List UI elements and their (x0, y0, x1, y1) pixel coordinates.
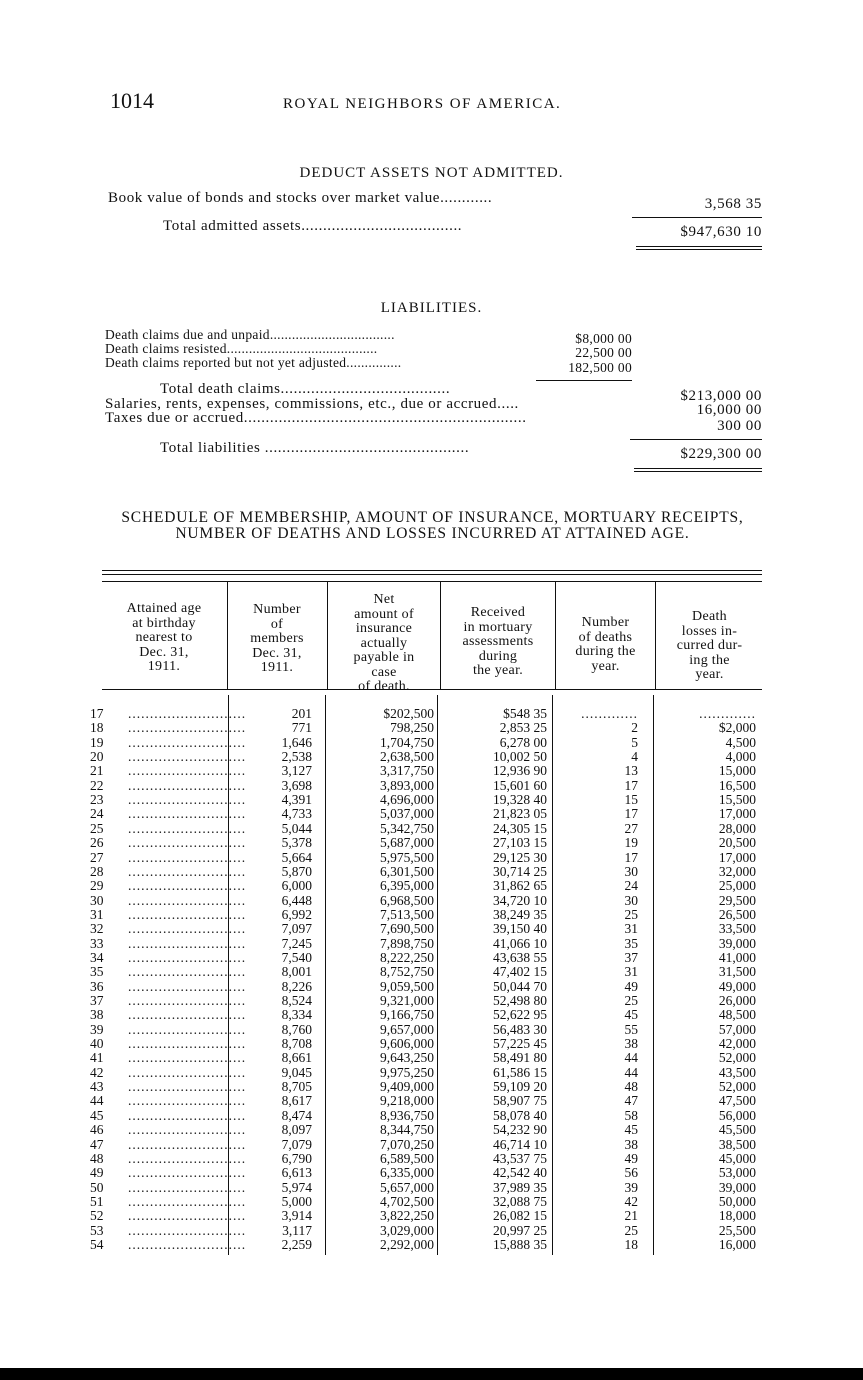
table-cell: 58,491 80 (493, 1050, 547, 1066)
total-liabilities-label: Total liabilities ............................................... (160, 440, 470, 456)
total-death-label: Total death claims....................................... (160, 381, 451, 397)
table-cell: 58,078 40 (493, 1107, 547, 1123)
table-cell: 26,082 15 (493, 1208, 547, 1224)
row-leader-dots: ........................... (128, 1064, 247, 1080)
table-cell: 38,249 35 (493, 906, 547, 922)
table-cell: 26,500 (718, 906, 756, 922)
table-cell: 8,936,750 (380, 1107, 434, 1123)
row-leader-dots: ........................... (128, 1007, 247, 1023)
column-header-age: Attained age at birthday nearest to Dec. 31, 1911. (126, 601, 202, 674)
table-cell: 39 (90, 1021, 104, 1037)
table-cell: 9,657,000 (380, 1021, 434, 1037)
table-cell: 5,000 (281, 1193, 312, 1209)
table-cell: 24 (90, 806, 104, 822)
table-cell: 27 (90, 849, 104, 865)
table-cell: 30 (624, 863, 638, 879)
table-cell: 43,500 (718, 1064, 756, 1080)
table-cell: 20,997 25 (493, 1222, 547, 1238)
liability-item: Death claims due and unpaid.................................. (105, 327, 395, 342)
row-leader-dots: ........................... (128, 921, 247, 937)
liability-amount: $8,000 00 (575, 331, 632, 346)
table-cell: 37,989 35 (493, 1179, 547, 1195)
table-cell: 56 (624, 1165, 638, 1181)
schedule-title: SCHEDULE OF MEMBERSHIP, AMOUNT OF INSURANCE, MORTUARY RECEIPTS, NUMBER OF DEATHS AND LOSSES INCURRED AT ATTAINED AGE. (121, 509, 744, 542)
table-cell: $548 35 (503, 706, 547, 721)
table-cell: 45 (90, 1107, 104, 1123)
table-cell: 38 (90, 1007, 104, 1023)
table-cell: 42,542 40 (493, 1165, 547, 1181)
table-cell: 6,613 (281, 1165, 312, 1181)
row-leader-dots: ........................... (128, 1208, 247, 1224)
table-cell: 19 (624, 835, 638, 851)
table-cell: 45,500 (718, 1122, 756, 1138)
table-cell: 798,250 (390, 720, 434, 736)
column-header-deaths: Number of deaths during the year. (575, 615, 636, 674)
table-cell: 34,720 10 (493, 892, 547, 908)
table-cell: 17 (624, 777, 638, 793)
table-cell: 56,483 30 (493, 1021, 547, 1037)
table-cell: 3,914 (281, 1208, 312, 1224)
table-cell: 5,657,000 (380, 1179, 434, 1195)
table-cell: 20 (90, 749, 104, 765)
table-cell: 32,088 75 (493, 1193, 547, 1209)
table-cell: 51 (90, 1193, 104, 1209)
table-cell: 44 (90, 1093, 104, 1109)
table-cell: 2,853 25 (499, 720, 547, 736)
table-cell: 58 (624, 1107, 638, 1123)
table-cell: 30,714 25 (493, 863, 547, 879)
column-header-losses: Death losses in- curred dur- ing the year. (676, 609, 743, 682)
page-number: 1014 (110, 88, 154, 113)
table-cell: 31 (624, 964, 638, 980)
table-cell: 5 (631, 734, 638, 750)
table-cell: 17,000 (718, 849, 756, 865)
table-cell: 2,538 (281, 749, 312, 765)
table-cell: 26,000 (718, 993, 756, 1008)
row-leader-dots: ........................... (128, 1050, 247, 1066)
table-cell: 38 (624, 1036, 638, 1052)
table-cell: 36 (90, 978, 104, 994)
table-cell: 5,044 (281, 820, 312, 836)
table-cell: 7,513,500 (380, 906, 434, 922)
table-cell: 3,127 (281, 763, 312, 779)
row-leader-dots: ........................... (128, 1193, 247, 1209)
table-cell: 6,589,500 (380, 1150, 434, 1166)
table-cell: 15,888 35 (493, 1236, 547, 1252)
table-cell: 35 (624, 935, 638, 951)
book-value-label: Book value of bonds and stocks over market value............ (108, 190, 493, 206)
table-cell: 7,245 (281, 935, 312, 951)
table-cell: 54,232 90 (493, 1122, 547, 1138)
table-cell: 31 (90, 906, 104, 922)
table-cell: 41,000 (718, 949, 756, 965)
table-cell: $202,500 (383, 706, 434, 721)
table-cell: 4,696,000 (380, 792, 434, 808)
table-cell: 8,344,750 (380, 1122, 434, 1138)
row-leader-dots: ........................... (128, 978, 247, 994)
table-cell: 49 (624, 978, 638, 994)
table-cell: 8,097 (281, 1122, 312, 1138)
table-cell: 1,704,750 (380, 734, 434, 750)
row-leader-dots: ........................... (128, 849, 247, 865)
table-cell: 6,301,500 (380, 863, 434, 879)
row-leader-dots: ........................... (128, 1021, 247, 1037)
table-cell: 30 (624, 892, 638, 908)
table-cell: 2,638,500 (380, 749, 434, 765)
table-cell: 6,278 00 (499, 734, 547, 750)
table-cell: 25 (624, 993, 638, 1008)
table-cell: 59,109 20 (493, 1079, 547, 1095)
table-cell: 27 (624, 820, 638, 836)
table-cell: 40 (90, 1036, 104, 1052)
table-cell: 5,378 (281, 835, 312, 851)
table-cell: 2,259 (281, 1236, 312, 1252)
table-cell: 8,708 (281, 1036, 312, 1052)
table-cell: 15 (624, 792, 638, 808)
table-cell: 5,037,000 (380, 806, 434, 822)
table-cell: 15,601 60 (493, 777, 547, 793)
table-cell: 25 (90, 820, 104, 836)
table-cell: $2,000 (718, 720, 756, 736)
table-cell: 6,790 (281, 1150, 312, 1166)
table-cell: 8,222,250 (380, 949, 434, 965)
table-cell: 8,226 (281, 978, 312, 994)
table-cell: 26 (90, 835, 104, 851)
table-cell: 52,000 (718, 1050, 756, 1066)
table-cell: 9,606,000 (380, 1036, 434, 1052)
table-cell: 8,617 (281, 1093, 312, 1109)
table-cell: 10,002 50 (493, 749, 547, 765)
table-cell: 8,661 (281, 1050, 312, 1066)
row-leader-dots: ........................... (128, 863, 247, 879)
table-cell: 19 (90, 734, 104, 750)
table-cell: 53,000 (718, 1165, 756, 1181)
liability-item: Death claims reported but not yet adjusted............... (105, 355, 402, 370)
table-cell: 21,823 05 (493, 806, 547, 822)
table-cell: 8,760 (281, 1021, 312, 1037)
table-cell: 2,292,000 (380, 1236, 434, 1252)
table-cell: 3,698 (281, 777, 312, 793)
table-cell: 8,001 (281, 964, 312, 980)
table-cell: 43 (90, 1079, 104, 1095)
table-cell: 17 (90, 706, 104, 721)
total-death-amount: $213,000 00 (680, 388, 762, 404)
table-cell: 25,500 (718, 1222, 756, 1238)
table-cell: 38,500 (718, 1136, 756, 1152)
row-leader-dots: ........................... (128, 949, 247, 965)
table-cell: 52,000 (718, 1079, 756, 1095)
table-cell: 41,066 10 (493, 935, 547, 951)
liability-amount: 182,500 00 (568, 360, 632, 375)
row-leader-dots: ........................... (128, 1236, 247, 1252)
table-cell: 9,045 (281, 1064, 312, 1080)
row-leader-dots: ........................... (128, 1222, 247, 1238)
row-leader-dots: ........................... (128, 777, 247, 793)
table-cell: 4,702,500 (380, 1193, 434, 1209)
table-cell: 24 (624, 878, 638, 894)
row-leader-dots: ........................... (128, 835, 247, 851)
liability-amount: 22,500 00 (575, 345, 632, 360)
table-cell: 5,975,500 (380, 849, 434, 865)
table-cell: 53 (90, 1222, 104, 1238)
table-cell: 25 (624, 906, 638, 922)
table-cell: 4,733 (281, 806, 312, 822)
table-cell: 18,000 (718, 1208, 756, 1224)
table-cell: 47 (90, 1136, 104, 1152)
table-cell: 9,166,750 (380, 1007, 434, 1023)
table-cell: 9,059,500 (380, 978, 434, 994)
table-cell: 6,992 (281, 906, 312, 922)
table-cell: 42 (624, 1193, 638, 1209)
salaries-amount: 16,000 00 (696, 402, 762, 418)
row-leader-dots: ........................... (128, 734, 247, 750)
row-leader-dots: ........................... (128, 1165, 247, 1181)
column-header-insurance: Net amount of insurance actually payable in case of death. (353, 592, 415, 694)
table-cell: 3,822,250 (380, 1208, 434, 1224)
table-cell: 56,000 (718, 1107, 756, 1123)
table-cell: 24,305 15 (493, 820, 547, 836)
table-cell: 7,097 (281, 921, 312, 937)
column-header-members: Number of members Dec. 31, 1911. (250, 602, 304, 675)
table-cell: 43,638 55 (493, 949, 547, 965)
table-cell: 15,000 (718, 763, 756, 779)
table-cell: 52 (90, 1208, 104, 1224)
table-cell: 46,714 10 (493, 1136, 547, 1152)
table-cell: 28 (90, 863, 104, 879)
table-cell: 37 (624, 949, 638, 965)
table-cell: 50,044 70 (493, 978, 547, 994)
row-leader-dots: ........................... (128, 749, 247, 765)
table-cell: 41 (90, 1050, 104, 1066)
table-cell: 7,690,500 (380, 921, 434, 937)
table-cell: 7,070,250 (380, 1136, 434, 1152)
table-cell: 9,218,000 (380, 1093, 434, 1109)
table-cell: 8,752,750 (380, 964, 434, 980)
table-cell: 44 (624, 1050, 638, 1066)
table-cell: 48,500 (718, 1007, 756, 1023)
table-cell: 47 (624, 1093, 638, 1109)
salaries-label: Salaries, rents, expenses, commissions, etc., due or accrued..... (105, 396, 519, 412)
table-cell: 35 (90, 964, 104, 980)
table-cell: 45,000 (718, 1150, 756, 1166)
table-cell: 48 (624, 1079, 638, 1095)
row-leader-dots: ........................... (128, 792, 247, 808)
table-cell: 32,000 (718, 863, 756, 879)
table-cell: 25 (624, 1222, 638, 1238)
table-cell: 4,391 (281, 792, 312, 808)
table-cell: 42,000 (718, 1036, 756, 1052)
table-cell: 6,335,000 (380, 1165, 434, 1181)
table-cell: 50 (90, 1179, 104, 1195)
table-cell: 8,334 (281, 1007, 312, 1023)
deduct-assets-title: DEDUCT ASSETS NOT ADMITTED. (299, 165, 564, 181)
table-cell: 44 (624, 1064, 638, 1080)
table-cell: 9,409,000 (380, 1079, 434, 1095)
table-cell: 3,029,000 (380, 1222, 434, 1238)
table-cell: 47,500 (718, 1093, 756, 1109)
table-cell: 32 (90, 921, 104, 937)
table-cell: 5,870 (281, 863, 312, 879)
table-cell: 47,402 15 (493, 964, 547, 980)
table-cell: 52,498 80 (493, 993, 547, 1008)
table-cell: 20,500 (718, 835, 756, 851)
table-cell: 8,705 (281, 1079, 312, 1095)
table-cell: 3,893,000 (380, 777, 434, 793)
table-cell: 49 (90, 1165, 104, 1181)
table-cell: 48 (90, 1150, 104, 1166)
table-cell: 52,622 95 (493, 1007, 547, 1023)
table-cell: 38 (624, 1136, 638, 1152)
table-cell: 37 (90, 993, 104, 1008)
table-cell: 15,500 (718, 792, 756, 808)
table-cell: 3,317,750 (380, 763, 434, 779)
table-cell: 6,395,000 (380, 878, 434, 894)
row-leader-dots: ........................... (128, 1093, 247, 1109)
row-leader-dots: ........................... (128, 1122, 247, 1138)
row-leader-dots: ........................... (128, 1107, 247, 1123)
table-cell: 34 (90, 949, 104, 965)
table-cell: 5,974 (281, 1179, 312, 1195)
table-cell: 25,000 (718, 878, 756, 894)
table-cell: 57,225 45 (493, 1036, 547, 1052)
table-cell: 58,907 75 (493, 1093, 547, 1109)
table-cell: 17,000 (718, 806, 756, 822)
table-cell: 30 (90, 892, 104, 908)
table-cell: 5,687,000 (380, 835, 434, 851)
running-head: ROYAL NEIGHBORS OF AMERICA. (283, 96, 562, 112)
row-leader-dots: ........................... (128, 906, 247, 922)
liability-item: Death claims resisted......................................... (105, 341, 378, 356)
table-cell: 7,079 (281, 1136, 312, 1152)
total-liabilities-amount: $229,300 00 (680, 446, 762, 462)
table-cell: 6,968,500 (380, 892, 434, 908)
row-leader-dots: ........................... (128, 1036, 247, 1052)
table-cell: 33 (90, 935, 104, 951)
table-cell: 45 (624, 1007, 638, 1023)
table-cell: 16,500 (718, 777, 756, 793)
row-leader-dots: ........................... (128, 935, 247, 951)
table-cell: 29,500 (718, 892, 756, 908)
table-cell: 13 (624, 763, 638, 779)
table-cell: 43,537 75 (493, 1150, 547, 1166)
table-cell: 27,103 15 (493, 835, 547, 851)
row-leader-dots: ........................... (128, 806, 247, 822)
table-cell: 45 (624, 1122, 638, 1138)
table-cell: 39,150 40 (493, 921, 547, 937)
row-leader-dots: ........................... (128, 720, 247, 736)
table-cell: 57,000 (718, 1021, 756, 1037)
table-cell: 6,000 (281, 878, 312, 894)
table-cell: 3,117 (282, 1222, 312, 1238)
table-cell: 9,975,250 (380, 1064, 434, 1080)
table-cell: 18 (90, 720, 104, 736)
table-cell: 7,540 (281, 949, 312, 965)
table-cell: 50,000 (718, 1193, 756, 1209)
table-cell: 2 (631, 720, 638, 736)
table-cell: 49,000 (718, 978, 756, 994)
empty-cell-dots: ............. (699, 706, 756, 721)
table-cell: 8,474 (281, 1107, 312, 1123)
row-leader-dots: ........................... (128, 1150, 247, 1166)
table-cell: 39 (624, 1179, 638, 1195)
scan-edge (0, 1368, 863, 1380)
total-admitted-amount: $947,630 10 (680, 224, 762, 240)
table-cell: 39,000 (718, 935, 756, 951)
row-leader-dots: ........................... (128, 1079, 247, 1095)
table-cell: 18 (624, 1236, 638, 1252)
row-leader-dots: ........................... (128, 993, 247, 1008)
table-cell: 29,125 30 (493, 849, 547, 865)
table-cell: 42 (90, 1064, 104, 1080)
column-header-receipts: Received in mortuary assessments during the year. (462, 605, 534, 678)
table-cell: 54 (90, 1236, 104, 1252)
table-cell: 21 (624, 1208, 638, 1224)
table-cell: 31,500 (718, 964, 756, 980)
row-leader-dots: ........................... (128, 763, 247, 779)
table-cell: 1,646 (281, 734, 312, 750)
liabilities-title: LIABILITIES. (380, 300, 483, 316)
table-cell: 33,500 (718, 921, 756, 937)
table-cell: 21 (90, 763, 104, 779)
table-cell: 61,586 15 (493, 1064, 547, 1080)
taxes-label: Taxes due or accrued................................................................. (105, 410, 527, 426)
row-leader-dots: ........................... (128, 820, 247, 836)
table-cell: 12,936 90 (493, 763, 547, 779)
table-cell: 39,000 (718, 1179, 756, 1195)
table-cell: 4,000 (725, 749, 756, 765)
table-cell: 4 (631, 749, 638, 765)
row-leader-dots: ........................... (128, 1179, 247, 1195)
row-leader-dots: ........................... (128, 1136, 247, 1152)
table-cell: 9,643,250 (380, 1050, 434, 1066)
table-cell: 19,328 40 (493, 792, 547, 808)
table-cell: 5,342,750 (380, 820, 434, 836)
row-leader-dots: ........................... (128, 892, 247, 908)
table-cell: 6,448 (281, 892, 312, 908)
table-cell: 55 (624, 1021, 638, 1037)
total-admitted-label: Total admitted assets..................................... (163, 218, 463, 234)
table-cell: 29 (90, 878, 104, 894)
taxes-amount: 300 00 (717, 418, 762, 434)
table-cell: 31 (624, 921, 638, 937)
table-cell: 9,321,000 (380, 993, 434, 1008)
table-cell: 46 (90, 1122, 104, 1138)
table-cell: 17 (624, 806, 638, 822)
table-cell: 17 (624, 849, 638, 865)
row-leader-dots: ........................... (128, 706, 247, 721)
table-cell: 7,898,750 (380, 935, 434, 951)
table-cell: 4,500 (725, 734, 756, 750)
row-leader-dots: ........................... (128, 878, 247, 894)
book-value-amount: 3,568 35 (704, 196, 762, 212)
table-cell: 49 (624, 1150, 638, 1166)
table-cell: 201 (291, 706, 312, 721)
table-cell: 771 (291, 720, 312, 736)
table-cell: 16,000 (718, 1236, 756, 1252)
row-leader-dots: ........................... (128, 964, 247, 980)
table-cell: 28,000 (718, 820, 756, 836)
table-cell: 8,524 (281, 993, 312, 1008)
table-cell: 5,664 (281, 849, 312, 865)
table-cell: 22 (90, 777, 104, 793)
table-cell: 31,862 65 (493, 878, 547, 894)
empty-cell-dots: ............. (581, 706, 638, 721)
table-cell: 23 (90, 792, 104, 808)
